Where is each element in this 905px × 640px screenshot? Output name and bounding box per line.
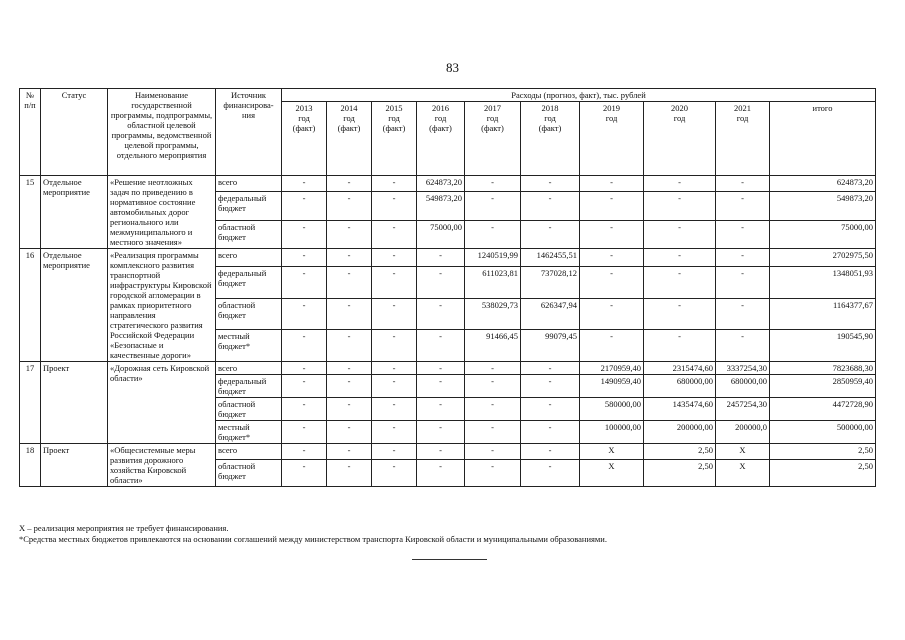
row-value: - [282, 176, 327, 192]
row-value: - [465, 398, 521, 421]
row-value: - [372, 421, 417, 444]
header-row [20, 89, 876, 102]
row-value: - [580, 266, 644, 298]
row-value: - [716, 249, 770, 267]
row-value: - [465, 459, 521, 486]
row-value: 680000,00 [716, 375, 770, 398]
row-source: федеральный бюджет [216, 266, 282, 298]
row-value: - [716, 192, 770, 220]
row-value: - [644, 298, 716, 330]
table-row [20, 362, 876, 375]
row-value: 100000,00 [580, 421, 644, 444]
row-value: - [465, 220, 521, 248]
row-value: - [644, 330, 716, 362]
row-value: 737028,12 [521, 266, 580, 298]
header-year: 2017 год (факт) [465, 102, 521, 176]
row-value: 2315474,60 [644, 362, 716, 375]
row-value: 1348051,93 [770, 266, 876, 298]
row-value: - [521, 459, 580, 486]
expenses-table [19, 88, 876, 487]
footnotes [19, 523, 879, 545]
row-source: областной бюджет [216, 220, 282, 248]
row-value: - [327, 266, 372, 298]
row-value: - [282, 266, 327, 298]
footnote-x: Х – реализация мероприятия не требует финансирования. [19, 523, 229, 533]
row-value: 549873,20 [417, 192, 465, 220]
row-value: - [417, 330, 465, 362]
row-value: - [282, 192, 327, 220]
row-value: - [580, 176, 644, 192]
row-value: - [644, 192, 716, 220]
row-value: 538029,73 [465, 298, 521, 330]
row-source: всего [216, 444, 282, 460]
row-value: - [465, 421, 521, 444]
row-value: - [716, 330, 770, 362]
row-value: 200000,0 [716, 421, 770, 444]
header-year: 2014 год (факт) [327, 102, 372, 176]
header-year: 2018 год (факт) [521, 102, 580, 176]
row-value: - [644, 266, 716, 298]
header-num: № п/п [20, 89, 41, 176]
row-value: 75000,00 [770, 220, 876, 248]
table-row [20, 444, 876, 460]
row-value: - [327, 398, 372, 421]
row-source: местный бюджет* [216, 330, 282, 362]
row-value: 75000,00 [417, 220, 465, 248]
row-value: - [282, 362, 327, 375]
row-value: 580000,00 [580, 398, 644, 421]
row-value: - [282, 249, 327, 267]
header-expenses: Расходы (прогноз, факт), тыс. рублей [282, 89, 876, 102]
row-num: 16 [20, 249, 41, 362]
table-row [20, 249, 876, 267]
row-value: - [521, 220, 580, 248]
row-value: - [372, 298, 417, 330]
row-value: - [282, 298, 327, 330]
row-source: областной бюджет [216, 298, 282, 330]
row-value: - [716, 176, 770, 192]
header-year: 2019 год [580, 102, 644, 176]
header-name: Наименование государственной программы, подпрограммы, областной целевой программы, ведомственной целевой программы, отдельного мероприятия [108, 89, 216, 176]
row-value: - [282, 398, 327, 421]
row-value: - [580, 220, 644, 248]
row-value: 2,50 [644, 444, 716, 460]
row-value: - [282, 375, 327, 398]
row-value: 549873,20 [770, 192, 876, 220]
row-value: - [417, 249, 465, 267]
row-value: - [372, 362, 417, 375]
row-value: - [327, 375, 372, 398]
header-year: 2021 год [716, 102, 770, 176]
row-value: 1462455,51 [521, 249, 580, 267]
row-value: 611023,81 [465, 266, 521, 298]
row-value: - [372, 459, 417, 486]
row-value: - [580, 249, 644, 267]
header-year: 2020 год [644, 102, 716, 176]
row-value: 4472728,90 [770, 398, 876, 421]
row-source: всего [216, 249, 282, 267]
row-value: - [521, 398, 580, 421]
header-source: Источник финансирова- ния [216, 89, 282, 176]
row-value: - [372, 375, 417, 398]
row-num: 18 [20, 444, 41, 487]
header-year: итого [770, 102, 876, 176]
page-number: 83 [446, 60, 459, 75]
row-value: 2,50 [644, 459, 716, 486]
row-value: - [372, 176, 417, 192]
row-value: - [465, 375, 521, 398]
row-value: Х [580, 444, 644, 460]
row-source: всего [216, 176, 282, 192]
row-status: Проект [41, 362, 108, 444]
row-value: - [465, 192, 521, 220]
row-value: 2702975,50 [770, 249, 876, 267]
row-value: - [372, 398, 417, 421]
row-value: - [372, 192, 417, 220]
row-source: областной бюджет [216, 398, 282, 421]
row-value: 624873,20 [417, 176, 465, 192]
row-value: - [372, 330, 417, 362]
row-value: 2457254,30 [716, 398, 770, 421]
footnote-local-budget: *Средства местных бюджетов привлекаются на основании соглашений между министерством транспорта Кировской области и муниципальными образованиями. [19, 534, 607, 544]
row-value: - [644, 220, 716, 248]
row-source: местный бюджет* [216, 421, 282, 444]
row-value: Х [716, 444, 770, 460]
row-value: - [417, 421, 465, 444]
row-source: всего [216, 362, 282, 375]
row-value: - [580, 298, 644, 330]
row-value: - [327, 421, 372, 444]
row-value: - [417, 266, 465, 298]
row-value: - [372, 249, 417, 267]
row-value: 2,50 [770, 459, 876, 486]
row-value: - [327, 176, 372, 192]
row-value: - [580, 330, 644, 362]
row-value: - [282, 459, 327, 486]
row-value: - [417, 362, 465, 375]
row-value: - [521, 421, 580, 444]
row-value: - [417, 375, 465, 398]
row-value: - [327, 298, 372, 330]
row-value: - [417, 298, 465, 330]
row-value: - [465, 176, 521, 192]
row-value: - [417, 398, 465, 421]
row-value: 1240519,99 [465, 249, 521, 267]
row-value: - [580, 192, 644, 220]
row-value: - [327, 444, 372, 460]
header-year: 2016 год (факт) [417, 102, 465, 176]
row-value: - [327, 459, 372, 486]
row-value: - [521, 375, 580, 398]
row-value: - [465, 362, 521, 375]
row-value: - [417, 459, 465, 486]
row-value: - [417, 444, 465, 460]
row-value: - [716, 266, 770, 298]
row-value: - [282, 421, 327, 444]
row-value: - [465, 444, 521, 460]
row-value: 500000,00 [770, 421, 876, 444]
row-value: - [372, 220, 417, 248]
row-value: - [282, 444, 327, 460]
row-value: 2,50 [770, 444, 876, 460]
row-value: 624873,20 [770, 176, 876, 192]
row-value: - [644, 176, 716, 192]
row-status: Проект [41, 444, 108, 487]
row-value: - [282, 220, 327, 248]
row-value: - [327, 362, 372, 375]
row-value: Х [716, 459, 770, 486]
row-value: 2170959,40 [580, 362, 644, 375]
header-status: Статус [41, 89, 108, 176]
row-value: 1490959,40 [580, 375, 644, 398]
row-value: 1164377,67 [770, 298, 876, 330]
header-year: 2013 год (факт) [282, 102, 327, 176]
row-value: Х [580, 459, 644, 486]
row-name: «Дорожная сеть Кировской области» [108, 362, 216, 444]
row-num: 17 [20, 362, 41, 444]
row-value: - [372, 266, 417, 298]
row-value: 190545,90 [770, 330, 876, 362]
row-value: - [327, 249, 372, 267]
row-value: - [521, 176, 580, 192]
row-name: «Реализация программы комплексного развития транспортной инфраструктуры Кировской городской агломерации в рамках приоритетного направления стратегического развития Российской Федерации «Безопасные и качественные дороги» [108, 249, 216, 362]
table-row [20, 176, 876, 192]
row-value: 680000,00 [644, 375, 716, 398]
row-status: Отдельное мероприятие [41, 249, 108, 362]
row-value: 626347,94 [521, 298, 580, 330]
row-name: «Решение неотложных задач по приведению в нормативное состояние автомобильных дорог регионального или межмуниципального и местного значения» [108, 176, 216, 249]
row-value: 2850959,40 [770, 375, 876, 398]
row-value: 200000,00 [644, 421, 716, 444]
row-value: - [521, 444, 580, 460]
end-rule [412, 559, 487, 560]
row-value: - [716, 220, 770, 248]
row-source: областной бюджет [216, 459, 282, 486]
row-source: федеральный бюджет [216, 375, 282, 398]
row-value: - [644, 249, 716, 267]
row-value: 3337254,30 [716, 362, 770, 375]
row-value: - [521, 192, 580, 220]
header-year: 2015 год (факт) [372, 102, 417, 176]
row-name: «Общесистемные меры развития дорожного хозяйства Кировской области» [108, 444, 216, 487]
row-value: - [521, 362, 580, 375]
row-num: 15 [20, 176, 41, 249]
row-value: - [282, 330, 327, 362]
row-value: 1435474,60 [644, 398, 716, 421]
row-value: - [327, 192, 372, 220]
row-value: 91466,45 [465, 330, 521, 362]
row-source: федеральный бюджет [216, 192, 282, 220]
row-value: 99079,45 [521, 330, 580, 362]
row-value: 7823688,30 [770, 362, 876, 375]
row-status: Отдельное мероприятие [41, 176, 108, 249]
row-value: - [327, 330, 372, 362]
row-value: - [372, 444, 417, 460]
row-value: - [327, 220, 372, 248]
row-value: - [716, 298, 770, 330]
